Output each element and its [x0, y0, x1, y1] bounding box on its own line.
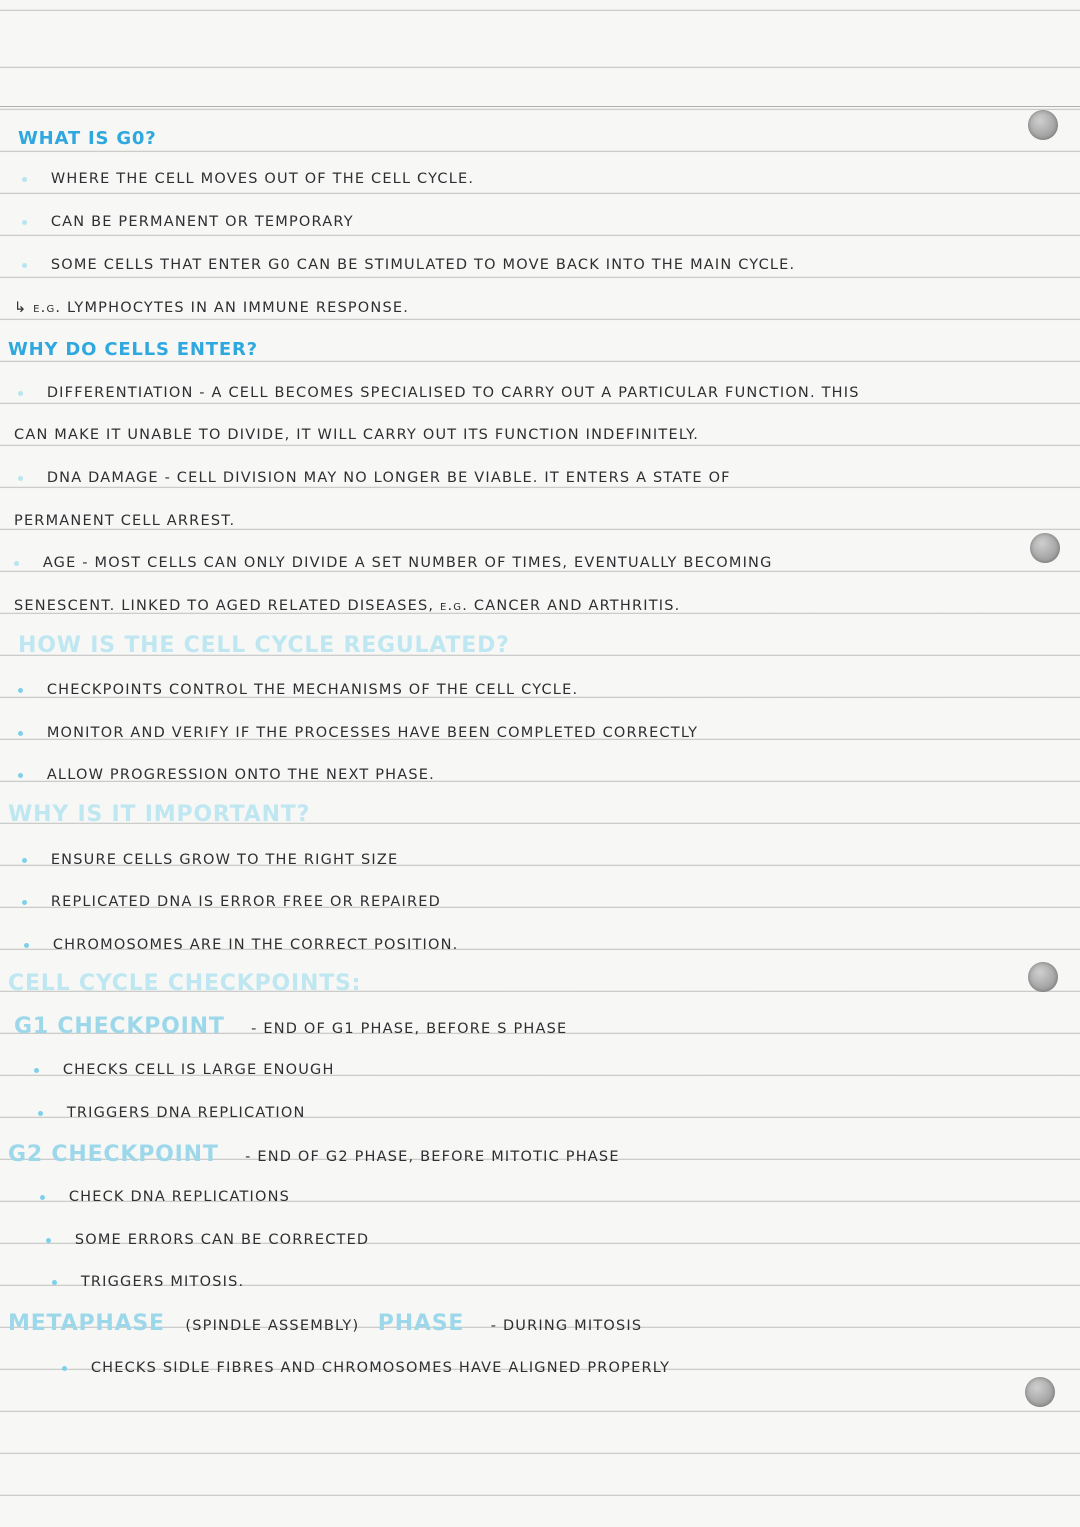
- metaphase-title: METAPHASE: [8, 1311, 165, 1336]
- metaphase-phase: PHASE: [377, 1311, 465, 1336]
- bullet-icon: [22, 220, 27, 225]
- bullet-icon: [22, 900, 27, 905]
- note-line: [52, 1270, 1080, 1294]
- note-line: [22, 167, 1080, 191]
- bullet-icon: [24, 943, 29, 948]
- g1-checkpoint-note: - END OF G1 PHASE, BEFORE S PHASE: [251, 1021, 568, 1037]
- note-line: [18, 721, 1080, 745]
- note-text: DNA DAMAGE - CELL DIVISION MAY NO LONGER BE VIABLE. IT ENTERS A STATE OF: [46, 470, 731, 486]
- note-line: [40, 1185, 1080, 1209]
- note-text: TRIGGERS MITOSIS.: [80, 1274, 245, 1290]
- bullet-icon: [18, 731, 23, 736]
- g2-checkpoint-note: - END OF G2 PHASE, BEFORE MITOTIC PHASE: [245, 1149, 620, 1165]
- note-line: [38, 1101, 1080, 1125]
- note-text: AGE - MOST CELLS CAN ONLY DIVIDE A SET NUMBER OF TIMES, EVENTUALLY BECOMING: [42, 555, 773, 571]
- bullet-icon: [18, 773, 23, 778]
- note-text: CHECKPOINTS CONTROL THE MECHANISMS OF THE CELL CYCLE.: [46, 682, 579, 698]
- example-line: ↳ e.g. LYMPHOCYTES IN AN IMMUNE RESPONSE.: [14, 300, 410, 316]
- note-text: CHECKS CELL IS LARGE ENOUGH: [62, 1062, 335, 1078]
- g2-checkpoint-heading: [8, 1141, 620, 1171]
- g2-checkpoint-title: G2 CHECKPOINT: [8, 1142, 219, 1167]
- note-line: [22, 210, 1080, 234]
- heading-cell-cycle-checkpoints: CELL CYCLE CHECKPOINTS:: [8, 971, 362, 996]
- note-line: [18, 678, 1080, 702]
- note-text: MONITOR AND VERIFY IF THE PROCESSES HAVE BEEN COMPLETED CORRECTLY: [46, 725, 699, 741]
- note-line: [14, 551, 1080, 575]
- note-text: CHECKS SIDLE FIBRES AND CHROMOSOMES HAVE ALIGNED PROPERLY: [90, 1360, 671, 1376]
- heading-what-is-g0: WHAT IS G0?: [18, 128, 157, 149]
- bullet-icon: [52, 1280, 57, 1285]
- bullet-icon: [62, 1366, 67, 1371]
- note-line: [46, 1228, 1080, 1252]
- heading-how-is-cell-cycle-regulated: HOW IS THE CELL CYCLE REGULATED?: [18, 633, 510, 658]
- note-text: DIFFERENTIATION - A CELL BECOMES SPECIALISED TO CARRY OUT A PARTICULAR FUNCTION. THIS: [46, 385, 860, 401]
- note-line: [22, 848, 1080, 872]
- note-line: [18, 763, 1080, 787]
- g1-checkpoint-heading: [14, 1013, 567, 1043]
- note-line: SENESCENT. LINKED TO AGED RELATED DISEASES, e.g. CANCER AND ARTHRITIS.: [14, 598, 681, 614]
- note-text: SOME CELLS THAT ENTER G0 CAN BE STIMULATED TO MOVE BACK INTO THE MAIN CYCLE.: [50, 257, 796, 273]
- g1-checkpoint-title: G1 CHECKPOINT: [14, 1014, 225, 1039]
- note-text: REPLICATED DNA IS ERROR FREE OR REPAIRED: [50, 894, 441, 910]
- note-text: ALLOW PROGRESSION ONTO THE NEXT PHASE.: [46, 767, 435, 783]
- note-line: [18, 381, 1080, 405]
- note-text: CHROMOSOMES ARE IN THE CORRECT POSITION.: [52, 937, 459, 953]
- note-text: TRIGGERS DNA REPLICATION: [66, 1105, 306, 1121]
- note-text: WHERE THE CELL MOVES OUT OF THE CELL CYCLE.: [50, 171, 475, 187]
- heading-why-do-cells-enter: WHY DO CELLS ENTER?: [8, 339, 258, 360]
- bullet-icon: [22, 177, 27, 182]
- note-text: SOME ERRORS CAN BE CORRECTED: [74, 1232, 370, 1248]
- metaphase-subtitle: (SPINDLE ASSEMBLY): [185, 1318, 360, 1334]
- note-line: [62, 1356, 1080, 1380]
- metaphase-checkpoint-heading: [8, 1310, 642, 1340]
- note-line: CAN MAKE IT UNABLE TO DIVIDE, IT WILL CARRY OUT ITS FUNCTION INDEFINITELY.: [14, 427, 700, 443]
- bullet-icon: [22, 263, 27, 268]
- bullet-icon: [22, 858, 27, 863]
- bullet-icon: [18, 688, 23, 693]
- bullet-icon: [38, 1111, 43, 1116]
- note-line: [22, 253, 1080, 277]
- bullet-icon: [34, 1068, 39, 1073]
- note-line: [22, 890, 1080, 914]
- note-line: PERMANENT CELL ARREST.: [14, 513, 236, 529]
- note-text: ENSURE CELLS GROW TO THE RIGHT SIZE: [50, 852, 399, 868]
- note-text: CHECK DNA REPLICATIONS: [68, 1189, 291, 1205]
- bullet-icon: [18, 391, 23, 396]
- note-text: CAN BE PERMANENT OR TEMPORARY: [50, 214, 354, 230]
- bullet-icon: [46, 1238, 51, 1243]
- bullet-icon: [18, 476, 23, 481]
- note-line: [24, 933, 1080, 957]
- note-line: [18, 466, 1080, 490]
- bullet-icon: [14, 561, 19, 566]
- metaphase-note: - DURING MITOSIS: [490, 1318, 643, 1334]
- heading-why-is-it-important: WHY IS IT IMPORTANT?: [8, 802, 311, 827]
- bullet-icon: [40, 1195, 45, 1200]
- note-line: [34, 1058, 1080, 1082]
